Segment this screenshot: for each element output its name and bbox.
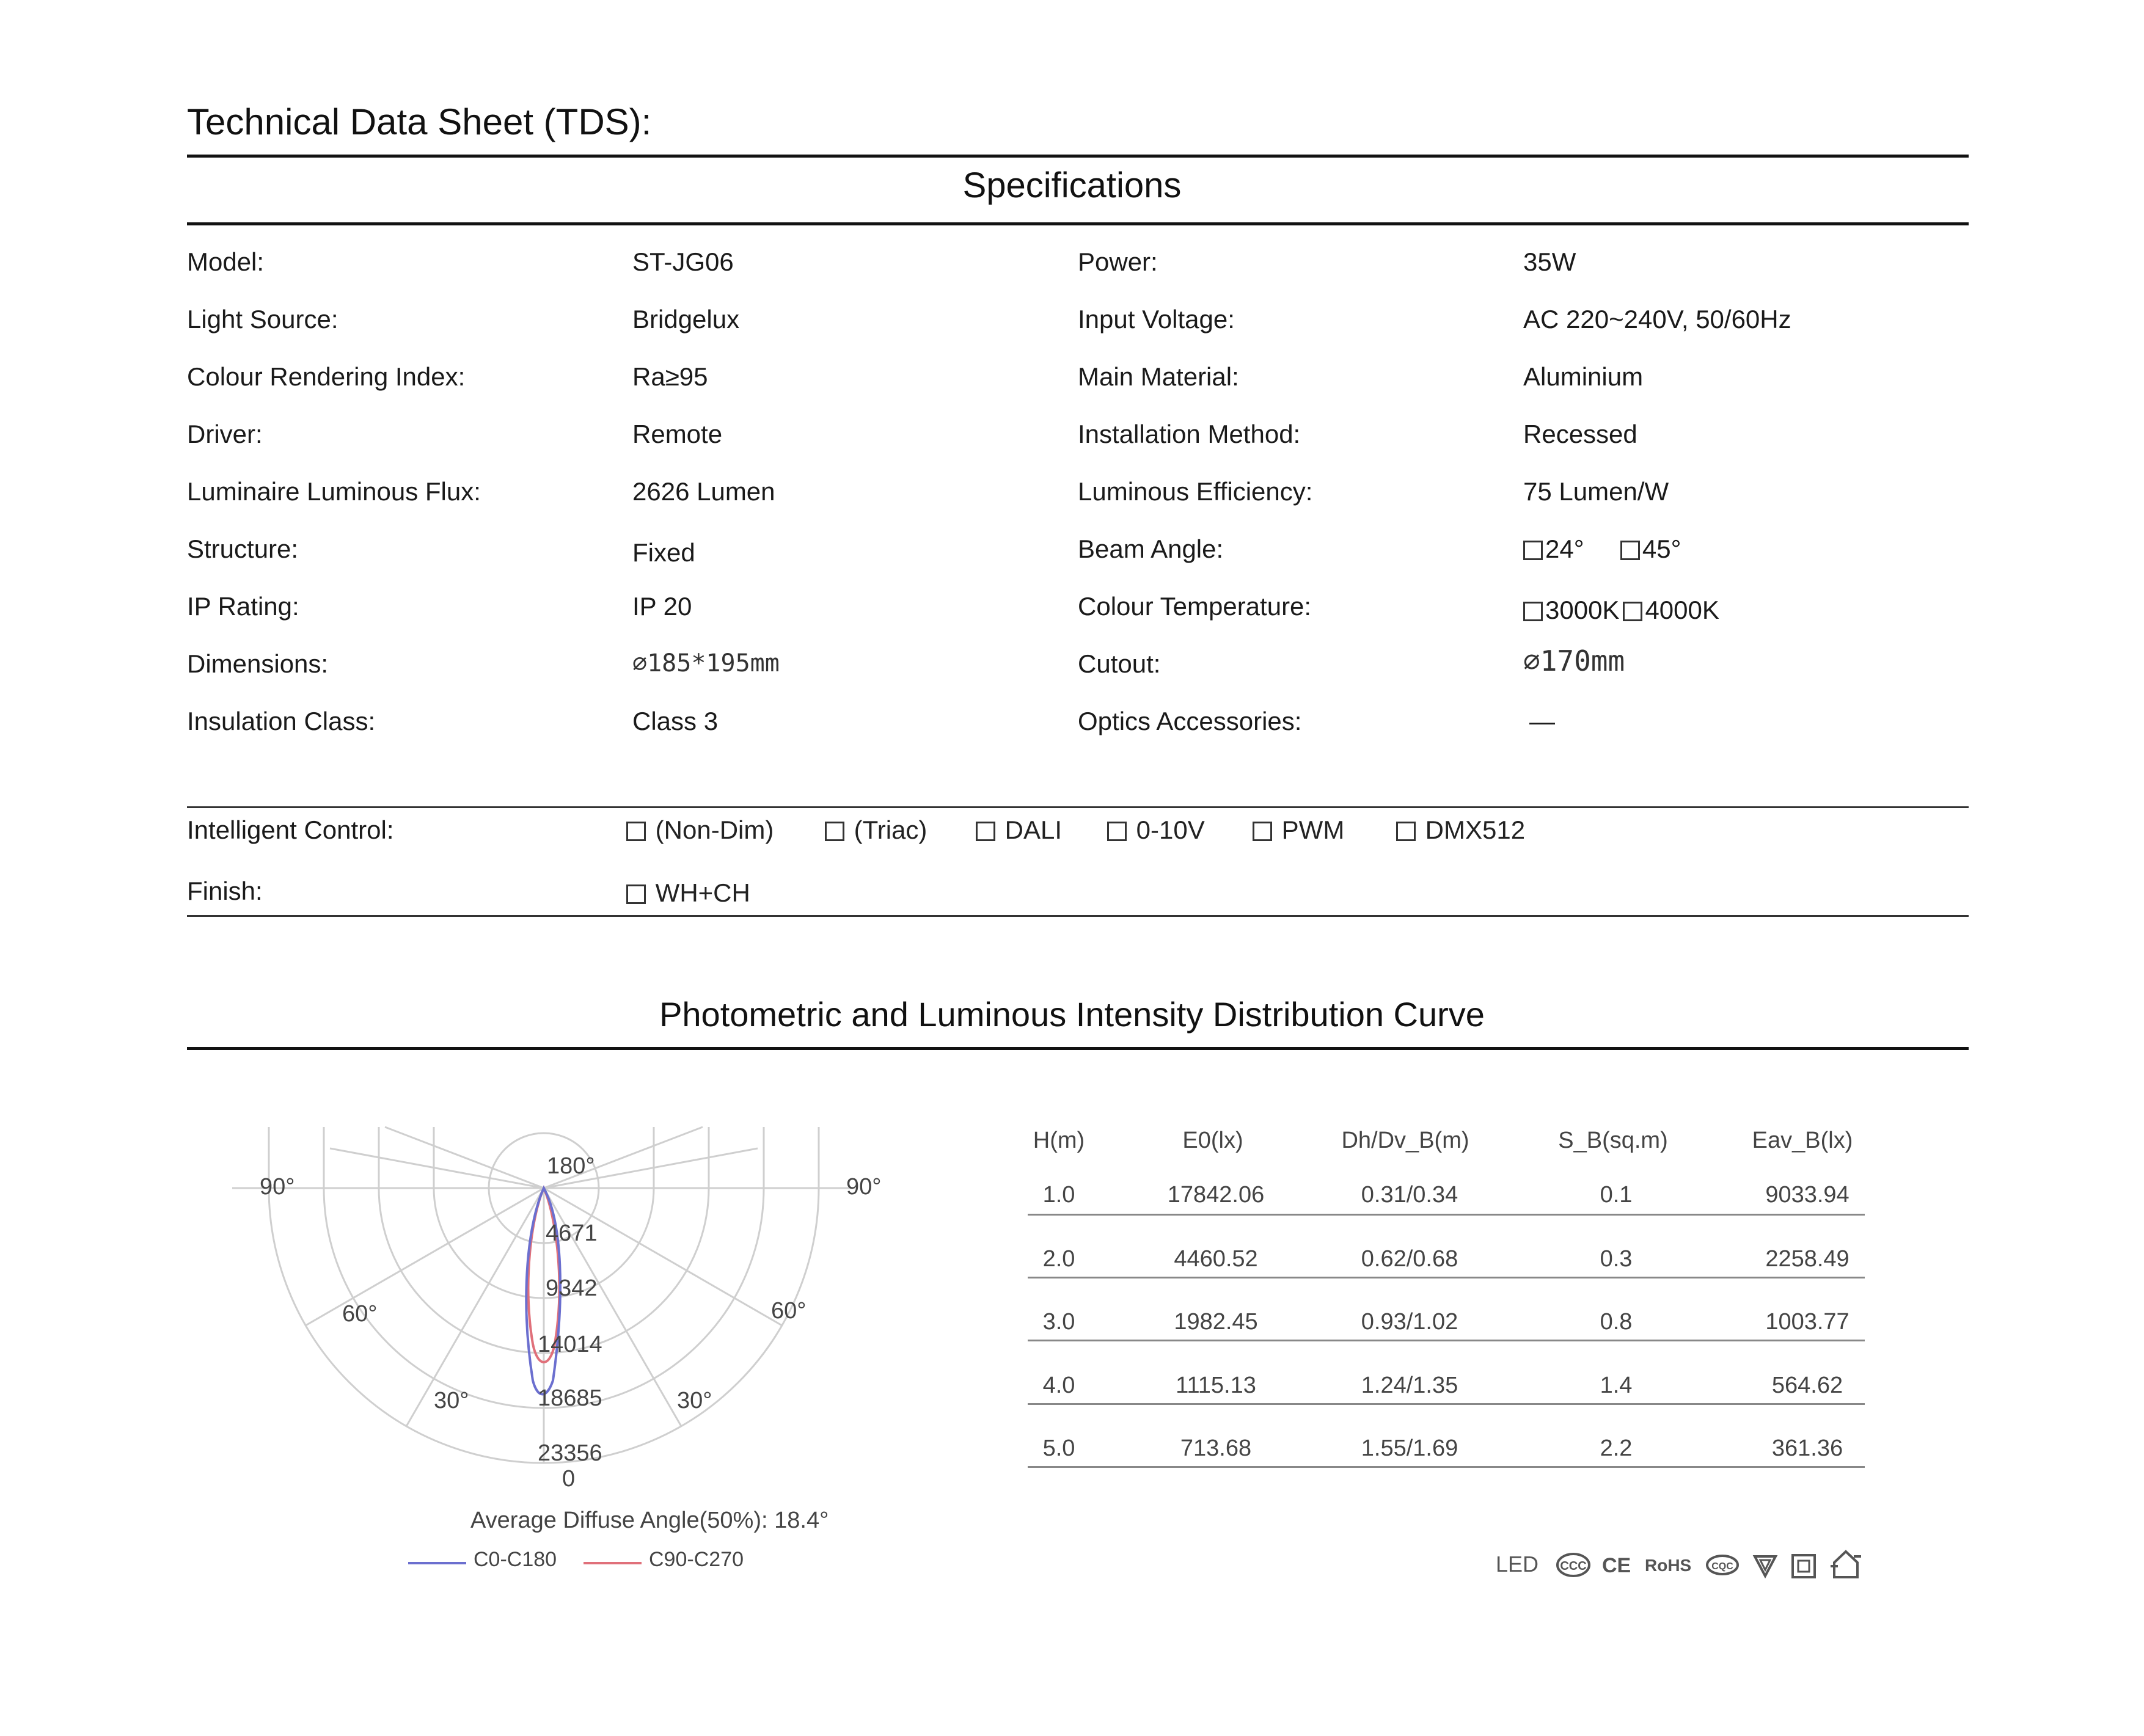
table-cell: 2.2	[1600, 1435, 1633, 1461]
spec-label: Luminous Efficiency:	[1078, 477, 1313, 506]
spec-value: Recessed	[1523, 420, 1637, 448]
spec-value: Remote	[632, 420, 723, 448]
table-cell: 2258.49	[1765, 1246, 1849, 1272]
spec-label: Driver:	[187, 420, 263, 448]
table-cell: 361.36	[1771, 1435, 1843, 1461]
table-cell: 4.0	[1042, 1373, 1075, 1398]
ce-mark-icon	[1601, 1553, 1631, 1577]
spec-row	[0, 534, 2144, 571]
polar-spoke	[330, 1148, 544, 1188]
legend-label-c90-c270: C90-C270	[649, 1548, 744, 1571]
table-cell: 2.0	[1042, 1246, 1075, 1272]
table-cell: 1.24/1.35	[1361, 1373, 1458, 1398]
spec-label: Colour Rendering Index:	[187, 362, 466, 391]
table-cell: 3.0	[1042, 1309, 1075, 1335]
table-cell: 1.4	[1600, 1373, 1633, 1398]
table-cell: 0.93/1.02	[1361, 1309, 1458, 1335]
polar-label-0: 0	[562, 1466, 576, 1492]
table-row-divider	[1028, 1214, 1865, 1216]
control-option[interactable]	[1107, 815, 1205, 845]
spec-value: 2626 Lumen	[632, 477, 775, 506]
checkbox[interactable]	[1107, 822, 1127, 841]
square-mark-icon	[1790, 1553, 1817, 1580]
spec-value: Ra≥95	[632, 362, 708, 391]
legend-swatch-c90-c270	[584, 1562, 642, 1564]
table-cell: 0.62/0.68	[1361, 1246, 1458, 1272]
control-option-label: (Triac)	[854, 815, 927, 844]
polar-radial-label: 4671	[546, 1220, 598, 1246]
checkbox[interactable]	[626, 822, 646, 841]
temp-4000k-label: 4000K	[1645, 596, 1719, 624]
control-bottom-divider	[187, 915, 1969, 917]
spec-label: Model:	[187, 247, 265, 276]
specifications-divider	[187, 222, 1969, 225]
spec-value: IP 20	[632, 592, 692, 621]
table-cell: 0.3	[1600, 1246, 1633, 1272]
polar-label-right-30: 30°	[677, 1388, 712, 1413]
temp-4000k-checkbox[interactable]	[1623, 602, 1642, 621]
table-row-divider	[1028, 1277, 1865, 1278]
control-option[interactable]	[1253, 815, 1344, 845]
document-title: Technical Data Sheet (TDS):	[187, 101, 652, 142]
finish-option-label: WH+CH	[655, 878, 750, 907]
spec-row	[0, 477, 2144, 514]
specifications-heading: Specifications	[962, 166, 1182, 205]
polar-radial-label: 18685	[538, 1385, 602, 1411]
checkbox[interactable]	[1253, 822, 1272, 841]
table-cell: 564.62	[1771, 1373, 1843, 1398]
spec-value: —	[1529, 707, 1555, 735]
control-option[interactable]	[825, 815, 927, 845]
svg-text:CE: CE	[1602, 1554, 1631, 1577]
spec-label: Light Source:	[187, 305, 338, 334]
title-divider	[187, 155, 1969, 158]
spec-value: Class 3	[632, 707, 719, 735]
spec-value: Bridgelux	[632, 305, 740, 334]
temp-3000k-checkbox[interactable]	[1523, 602, 1543, 621]
checkbox[interactable]	[825, 822, 844, 841]
spec-label: Power:	[1078, 247, 1158, 276]
polar-radial-label: 23356	[538, 1440, 602, 1466]
intelligent-control-label: Intelligent Control:	[187, 815, 394, 844]
temp-3000k-label: 3000K	[1545, 596, 1620, 624]
spec-label: Insulation Class:	[187, 707, 376, 735]
checkbox[interactable]	[1396, 822, 1416, 841]
polar-caption: Average Diffuse Angle(50%): 18.4°	[470, 1508, 829, 1533]
table-row-divider	[1028, 1466, 1865, 1468]
spec-label: Input Voltage:	[1078, 305, 1235, 334]
polar-label-180: 180°	[547, 1153, 595, 1179]
control-option[interactable]	[1396, 815, 1525, 845]
spec-label: Colour Temperature:	[1078, 592, 1312, 621]
control-option[interactable]	[976, 815, 1062, 845]
polar-spoke-60	[306, 1188, 544, 1326]
photometric-heading: Photometric and Luminous Intensity Distribution Curve	[659, 995, 1485, 1034]
finish-option[interactable]	[626, 878, 750, 908]
led-mark: LED	[1496, 1552, 1539, 1577]
svg-text:CCC: CCC	[1560, 1559, 1587, 1573]
polar-label-left-90: 90°	[260, 1174, 295, 1200]
table-cell: 0.31/0.34	[1361, 1182, 1458, 1208]
spec-value: ∅170mm	[1523, 644, 1625, 677]
table-cell: 4460.52	[1174, 1246, 1258, 1272]
spec-row	[0, 707, 2144, 743]
spec-value: 75 Lumen/W	[1523, 477, 1669, 506]
spec-value: ST-JG06	[632, 247, 734, 276]
spec-value: Aluminium	[1523, 362, 1644, 391]
colour-temp-options	[1523, 596, 1719, 625]
table-cell: 5.0	[1042, 1435, 1075, 1461]
checkbox[interactable]	[626, 884, 646, 904]
spec-row	[0, 305, 2144, 341]
table-cell: 713.68	[1180, 1435, 1252, 1461]
spec-row	[0, 592, 2144, 629]
rohs-mark-icon	[1644, 1554, 1692, 1576]
polar-label-right-90: 90°	[846, 1174, 882, 1200]
svg-text:CQC: CQC	[1711, 1561, 1733, 1572]
table-cell: 9033.94	[1765, 1182, 1849, 1208]
spec-label: Luminaire Luminous Flux:	[187, 477, 481, 506]
polar-radial-label: 14014	[538, 1332, 602, 1357]
finish-label: Finish:	[187, 877, 263, 905]
beam-angle-options	[1523, 534, 1681, 564]
polar-spoke-30	[406, 1188, 544, 1426]
spec-value: ∅185*195mm	[632, 649, 780, 677]
spec-value: 35W	[1523, 247, 1576, 276]
triangle-mark-icon	[1752, 1553, 1778, 1578]
house-mark-icon	[1829, 1548, 1862, 1581]
spec-label: IP Rating:	[187, 592, 299, 621]
spec-row	[0, 362, 2144, 399]
ccc-mark-icon	[1555, 1552, 1592, 1578]
table-cell: 1003.77	[1765, 1309, 1849, 1335]
legend-swatch-c0-c180	[408, 1562, 466, 1564]
spec-label: Structure:	[187, 534, 299, 563]
spec-value: Fixed	[632, 538, 695, 567]
polar-label-left-60: 60°	[342, 1301, 378, 1327]
table-cell: 0.8	[1600, 1309, 1633, 1335]
beam-24-label: 24°	[1545, 534, 1584, 563]
spec-label: Installation Method:	[1078, 420, 1301, 448]
beam-45-label: 45°	[1642, 534, 1681, 563]
table-row-divider	[1028, 1340, 1865, 1341]
polar-spoke	[385, 1127, 544, 1188]
cqc-mark-icon	[1705, 1553, 1740, 1577]
table-header: Eav_B(lx)	[1752, 1128, 1853, 1153]
table-cell: 0.1	[1600, 1182, 1633, 1208]
spec-label: Optics Accessories:	[1078, 707, 1302, 735]
control-option[interactable]	[626, 815, 774, 845]
legend-label-c0-c180: C0-C180	[474, 1548, 557, 1571]
table-cell: 1.55/1.69	[1361, 1435, 1458, 1461]
polar-label-left-30: 30°	[434, 1388, 469, 1413]
control-option-label: PWM	[1281, 815, 1345, 844]
control-option-label: 0-10V	[1136, 815, 1205, 844]
beam-24-checkbox[interactable]	[1523, 541, 1543, 560]
spec-row	[0, 420, 2144, 456]
control-option-label: (Non-Dim)	[655, 815, 774, 844]
table-header: Dh/Dv_B(m)	[1341, 1128, 1469, 1153]
spec-label: Cutout:	[1078, 649, 1161, 678]
spec-row	[0, 644, 2144, 686]
spec-label: Dimensions:	[187, 649, 329, 678]
spec-row	[0, 247, 2144, 284]
table-cell: 1982.45	[1174, 1309, 1258, 1335]
table-header: H(m)	[1033, 1128, 1085, 1153]
table-cell: 17842.06	[1167, 1182, 1265, 1208]
control-option-label: DMX512	[1425, 815, 1526, 844]
table-row-divider	[1028, 1403, 1865, 1405]
control-option-label: DALI	[1004, 815, 1063, 844]
spec-label: Beam Angle:	[1078, 534, 1224, 563]
polar-radial-label: 9342	[546, 1275, 598, 1301]
checkbox[interactable]	[976, 822, 995, 841]
polar-spoke-60	[544, 1188, 782, 1326]
beam-45-checkbox[interactable]	[1620, 541, 1640, 560]
table-cell: 1115.13	[1176, 1373, 1256, 1398]
table-header: S_B(sq.m)	[1558, 1128, 1668, 1153]
table-header: E0(lx)	[1182, 1128, 1243, 1153]
polar-label-right-60: 60°	[771, 1298, 807, 1324]
spec-label: Main Material:	[1078, 362, 1239, 391]
svg-text:RoHS: RoHS	[1645, 1556, 1692, 1575]
control-top-divider	[187, 806, 1969, 808]
photometric-divider	[187, 1047, 1969, 1050]
spec-value: AC 220~240V, 50/60Hz	[1523, 305, 1791, 334]
table-cell: 1.0	[1042, 1182, 1075, 1208]
